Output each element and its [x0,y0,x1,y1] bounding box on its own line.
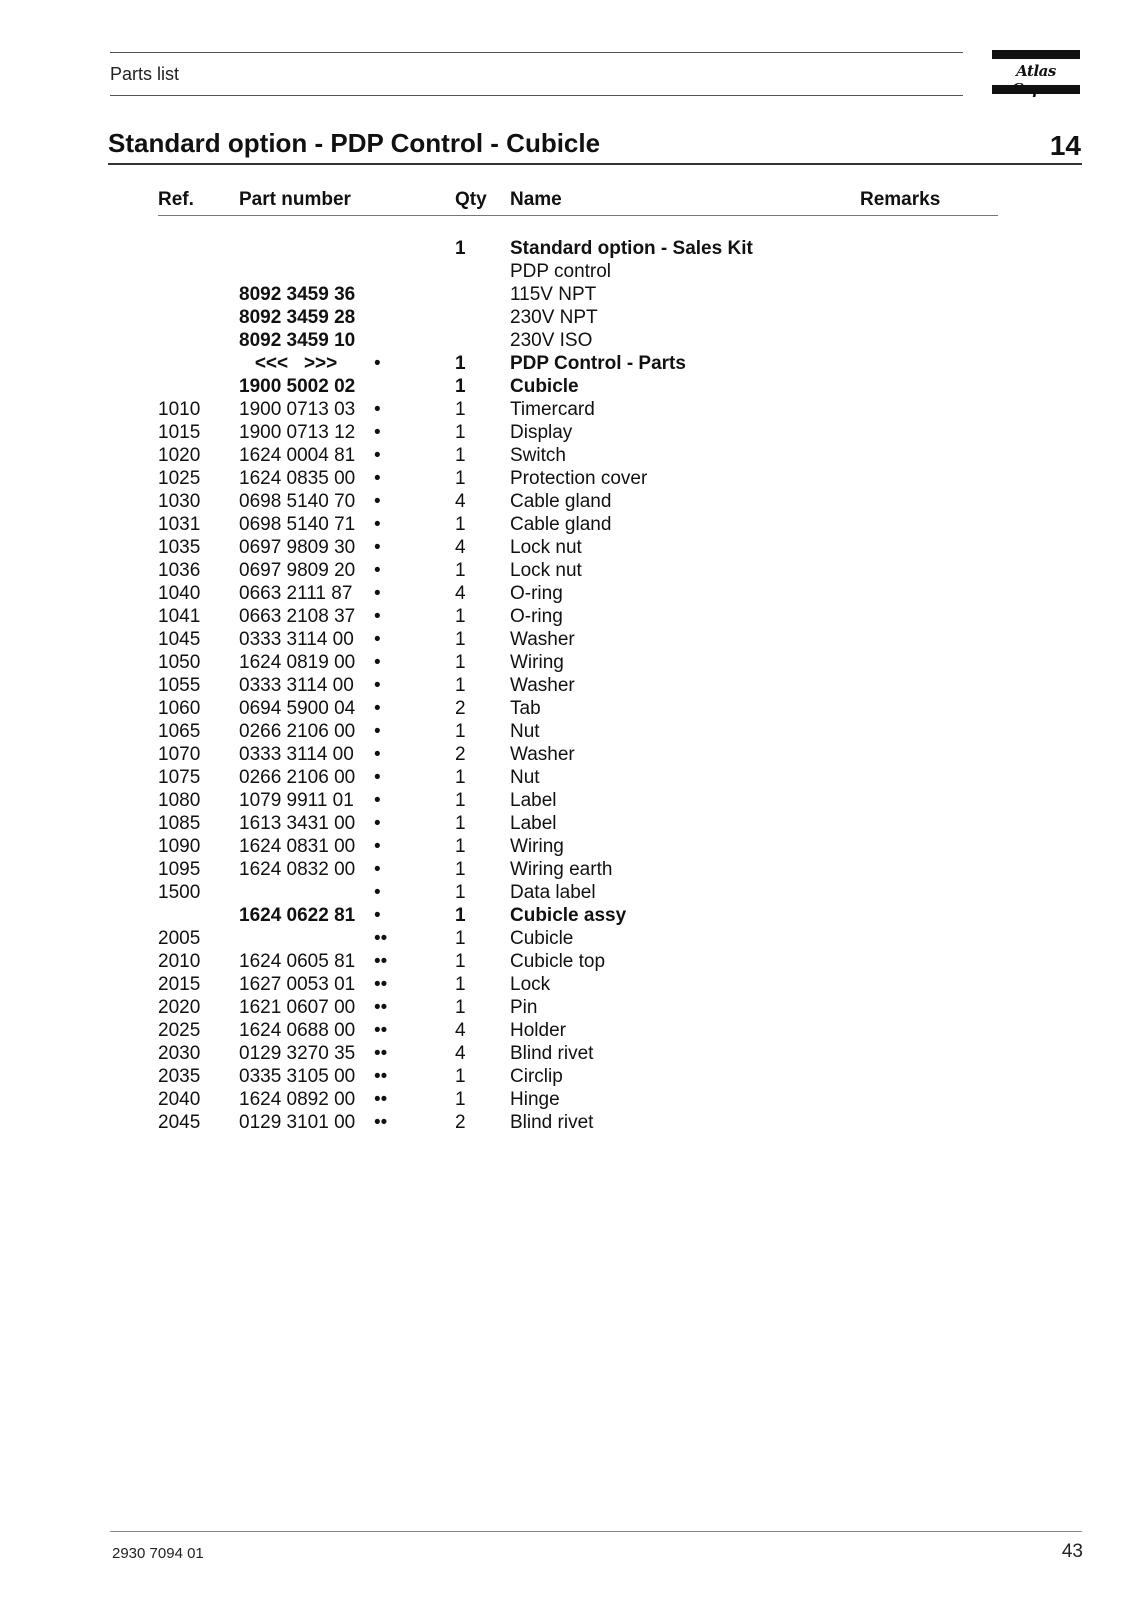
level-marker: •• [374,1020,388,1041]
name-cell: Pin [510,997,538,1018]
name-cell: Circlip [510,1066,563,1087]
table-row [0,1112,1131,1135]
part-number-cell: 0335 3105 00 [239,1066,356,1087]
name-cell: Protection cover [510,468,648,489]
name-cell: Cubicle top [510,951,606,972]
table-row [0,583,1131,606]
table-row [0,652,1131,675]
qty-cell: 1 [455,468,466,489]
level-marker: • [374,652,381,673]
level-marker: • [374,399,381,420]
table-row [0,1089,1131,1112]
ref-cell: 1031 [158,514,201,535]
table-row [0,997,1131,1020]
table-row [0,675,1131,698]
qty-cell: 1 [455,974,466,995]
name-cell: Blind rivet [510,1043,594,1064]
name-cell: Wiring [510,836,564,857]
qty-cell: 1 [455,813,466,834]
name-cell: Hinge [510,1089,560,1110]
qty-cell: 1 [455,767,466,788]
table-row [0,744,1131,767]
level-marker: •• [374,1043,388,1064]
part-number-cell: 1624 0605 81 [239,951,356,972]
qty-cell: 1 [455,859,466,880]
part-number-cell: 0663 2111 87 [239,583,353,604]
name-cell: Label [510,813,557,834]
level-marker: •• [374,997,388,1018]
name-cell: O-ring [510,583,563,604]
part-number-cell: 0694 5900 04 [239,698,356,719]
title-rule [108,163,1082,165]
name-cell: Timercard [510,399,595,420]
part-number-cell: 1900 5002 02 [239,376,356,397]
level-marker: • [374,353,381,374]
level-marker: • [374,491,381,512]
name-cell: Display [510,422,573,443]
part-number-cell: 1624 0622 81 [239,905,356,926]
level-marker: • [374,629,381,650]
ref-cell: 1030 [158,491,201,512]
table-row [0,606,1131,629]
qty-cell: 1 [455,1089,466,1110]
level-marker: • [374,813,381,834]
name-cell: 115V NPT [510,284,597,305]
ref-cell: 2015 [158,974,201,995]
qty-cell: 1 [455,836,466,857]
name-cell: Wiring [510,652,564,673]
level-marker: •• [374,1112,388,1133]
table-row [0,1066,1131,1089]
name-cell: Lock nut [510,560,582,581]
part-number-cell: 1613 3431 00 [239,813,356,834]
table-row [0,376,1131,399]
level-marker: • [374,445,381,466]
name-cell: Washer [510,675,575,696]
name-cell: Wiring earth [510,859,613,880]
qty-cell: 1 [455,422,466,443]
part-number-cell: 0698 5140 71 [239,514,356,535]
ref-cell: 1020 [158,445,201,466]
name-cell: Washer [510,629,575,650]
qty-cell: 1 [455,951,466,972]
name-cell: Cubicle assy [510,905,627,926]
part-number-cell: 0697 9809 30 [239,537,356,558]
level-marker: • [374,698,381,719]
table-row [0,836,1131,859]
name-cell: Washer [510,744,575,765]
part-number-cell: 1624 0832 00 [239,859,356,880]
name-cell: Standard option - Sales Kit [510,238,753,259]
table-row [0,330,1131,353]
table-row [0,974,1131,997]
header-bottom-rule [110,95,963,96]
footer-rule [110,1531,1082,1532]
col-header-name: Name [510,189,562,210]
table-row [0,238,1131,261]
part-number-cell: 0333 3114 00 [239,675,354,696]
ref-cell: 1075 [158,767,201,788]
level-marker: •• [374,951,388,972]
name-cell: Data label [510,882,596,903]
qty-cell: 4 [455,537,466,558]
part-number-cell: 8092 3459 36 [239,284,356,305]
ref-cell: 1050 [158,652,201,673]
part-number-cell: 1079 9911 01 [239,790,354,811]
ref-cell: 1095 [158,859,201,880]
ref-cell: 2030 [158,1043,201,1064]
table-row [0,882,1131,905]
ref-cell: 1090 [158,836,201,857]
table-row [0,353,1131,376]
name-cell: Cable gland [510,514,612,535]
ref-cell: 1065 [158,721,201,742]
name-cell: O-ring [510,606,563,627]
part-number-cell: 0698 5140 70 [239,491,356,512]
qty-cell: 1 [455,721,466,742]
qty-cell: 4 [455,1043,466,1064]
level-marker: •• [374,974,388,995]
chapter-number: 14 [1049,130,1081,161]
table-row [0,698,1131,721]
level-marker: • [374,905,381,926]
level-marker: • [374,514,381,535]
level-marker: • [374,560,381,581]
ref-cell: 1036 [158,560,201,581]
ref-cell: 2020 [158,997,201,1018]
qty-cell: 1 [455,882,466,903]
level-marker: • [374,882,381,903]
ref-cell: 1015 [158,422,201,443]
col-header-ref: Ref. [158,189,194,210]
part-number-cell: 8092 3459 28 [239,307,356,328]
ref-cell: 2005 [158,928,201,949]
atlas-copco-logo [992,50,1080,94]
table-row [0,445,1131,468]
ref-cell: 1085 [158,813,201,834]
qty-cell: 1 [455,353,466,374]
column-header-rule [158,215,998,216]
name-cell: Nut [510,721,540,742]
part-number-cell: 8092 3459 10 [239,330,356,351]
ref-cell: 1035 [158,537,201,558]
part-number-cell: 1624 0892 00 [239,1089,356,1110]
qty-cell: 4 [455,583,466,604]
qty-cell: 2 [455,1112,466,1133]
part-number-cell: 0266 2106 00 [239,721,356,742]
name-cell: Lock [510,974,551,995]
part-number-cell: 0266 2106 00 [239,767,356,788]
part-number-cell: 1900 0713 12 [239,422,356,443]
name-cell: Nut [510,767,540,788]
name-cell: Cable gland [510,491,612,512]
table-row [0,1020,1131,1043]
qty-cell: 1 [455,560,466,581]
level-marker: • [374,675,381,696]
document-number: 2930 7094 01 [112,1545,204,1562]
qty-cell: 4 [455,1020,466,1041]
col-header-qty: Qty [455,189,487,210]
ref-cell: 1010 [158,399,201,420]
table-row [0,629,1131,652]
part-number-cell: 1900 0713 03 [239,399,356,420]
logo-top-bar [992,50,1080,59]
table-row [0,514,1131,537]
ref-cell: 1500 [158,882,201,903]
qty-cell: 1 [455,905,466,926]
table-row [0,928,1131,951]
level-marker: • [374,836,381,857]
qty-cell: 1 [455,997,466,1018]
level-marker: •• [374,1089,388,1110]
name-cell: Cubicle [510,376,579,397]
ref-cell: 1040 [158,583,201,604]
table-row [0,399,1131,422]
qty-cell: 2 [455,698,466,719]
logo-wordmark: Atlas [1016,62,1056,80]
table-row [0,468,1131,491]
table-row [0,537,1131,560]
part-number-cell: 1624 0835 00 [239,468,356,489]
table-row [0,307,1131,330]
table-row [0,422,1131,445]
ref-cell: 1041 [158,606,201,627]
ref-cell: 1080 [158,790,201,811]
part-number-cell: 0129 3101 00 [239,1112,356,1133]
name-cell: PDP Control - Parts [510,353,686,374]
ref-cell: 2040 [158,1089,201,1110]
level-marker: •• [374,928,388,949]
qty-cell: 1 [455,399,466,420]
table-row [0,905,1131,928]
level-marker: • [374,468,381,489]
name-cell: 230V ISO [510,330,593,351]
name-cell: Tab [510,698,541,719]
level-marker: • [374,767,381,788]
name-cell: Cubicle [510,928,574,949]
part-number-cell: 1624 0688 00 [239,1020,356,1041]
section-title: Standard option - PDP Control - Cubicle [108,128,601,158]
table-row [0,284,1131,307]
level-marker: • [374,790,381,811]
name-cell: Switch [510,445,566,466]
part-number-cell: 0663 2108 37 [239,606,356,627]
table-row [0,859,1131,882]
level-marker: • [374,583,381,604]
level-marker: • [374,721,381,742]
part-number-cell: 0697 9809 20 [239,560,356,581]
part-number-cell: 1624 0831 00 [239,836,356,857]
ref-cell: 1055 [158,675,201,696]
header-label: Parts list [110,64,180,84]
qty-cell: 1 [455,652,466,673]
qty-cell: 2 [455,744,466,765]
table-row [0,767,1131,790]
level-marker: • [374,606,381,627]
col-header-remarks: Remarks [860,189,941,210]
name-cell: Lock nut [510,537,582,558]
qty-cell: 1 [455,606,466,627]
name-cell: 230V NPT [510,307,598,328]
table-row [0,560,1131,583]
header-top-rule [110,52,963,53]
qty-cell: 1 [455,445,466,466]
qty-cell: 1 [455,376,466,397]
table-row [0,1043,1131,1066]
part-number-cell: 0333 3114 00 [239,744,354,765]
level-marker: • [374,744,381,765]
qty-cell: 1 [455,238,466,259]
part-number-cell: 1627 0053 01 [239,974,356,995]
qty-cell: 1 [455,514,466,535]
ref-cell: 1060 [158,698,201,719]
table-row [0,721,1131,744]
qty-cell: 1 [455,629,466,650]
name-cell: Label [510,790,557,811]
name-cell: Holder [510,1020,566,1041]
qty-cell: 1 [455,928,466,949]
ref-cell: 1045 [158,629,201,650]
name-cell: PDP control [510,261,612,282]
part-number-cell: 0129 3270 35 [239,1043,356,1064]
part-number-cell: 1621 0607 00 [239,997,356,1018]
ref-cell: 1025 [158,468,201,489]
ref-cell: 2025 [158,1020,201,1041]
ref-cell: 1070 [158,744,201,765]
qty-cell: 1 [455,1066,466,1087]
part-number-cell: <<< >>> [239,353,338,374]
part-number-cell: 1624 0819 00 [239,652,356,673]
qty-cell: 4 [455,491,466,512]
logo-bottom-bar [992,85,1080,94]
level-marker: •• [374,1066,388,1087]
level-marker: • [374,537,381,558]
table-row [0,813,1131,836]
level-marker: • [374,422,381,443]
table-row [0,261,1131,284]
table-row [0,951,1131,974]
name-cell: Blind rivet [510,1112,594,1133]
level-marker: • [374,859,381,880]
ref-cell: 2045 [158,1112,201,1133]
col-header-part-number: Part number [239,189,351,210]
part-number-cell: 1624 0004 81 [239,445,356,466]
ref-cell: 2035 [158,1066,201,1087]
qty-cell: 1 [455,790,466,811]
qty-cell: 1 [455,675,466,696]
page-number: 43 [1061,1541,1083,1562]
table-row [0,790,1131,813]
part-number-cell: 0333 3114 00 [239,629,354,650]
table-row [0,491,1131,514]
ref-cell: 2010 [158,951,201,972]
